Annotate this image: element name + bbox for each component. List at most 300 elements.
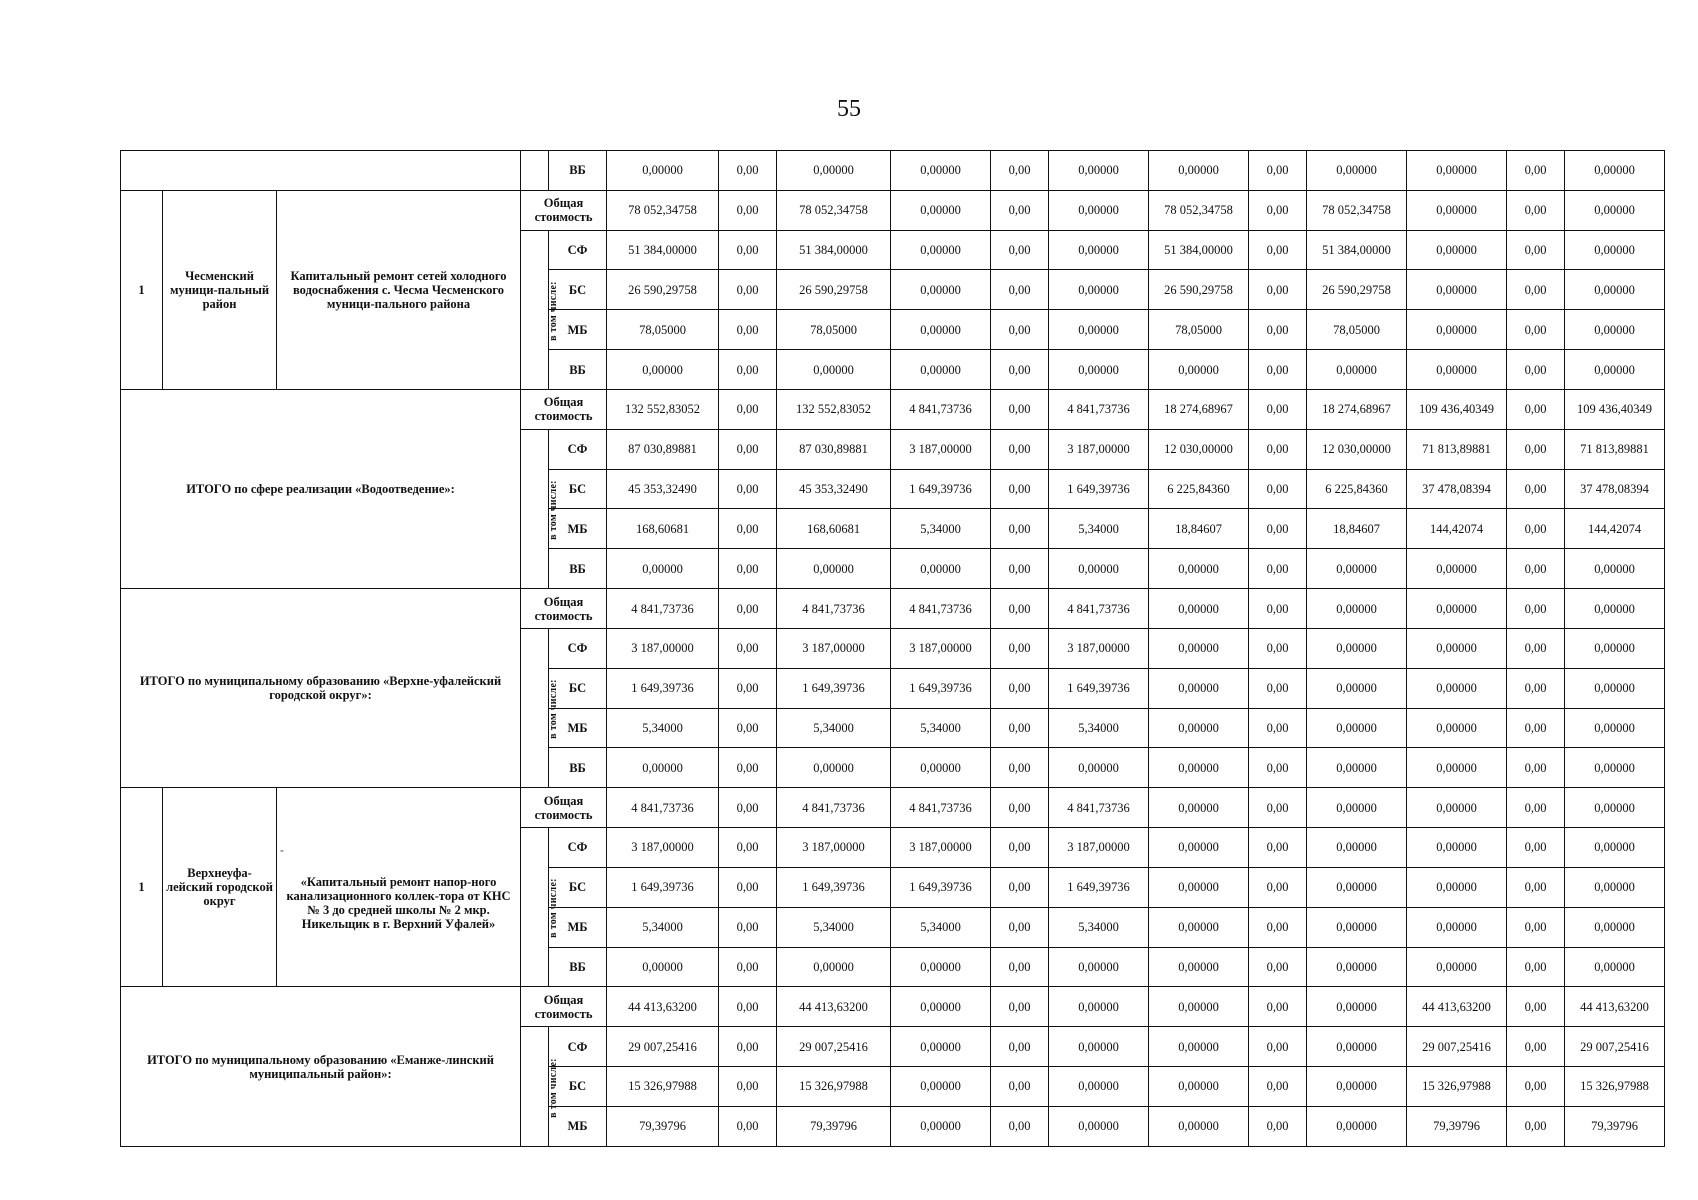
table-body: [121, 151, 1665, 1147]
value-cell: 0,00000: [1407, 947, 1507, 987]
value-cell: 0,00: [719, 429, 777, 469]
value-cell: 3 187,00000: [607, 828, 719, 868]
value-cell: 1 649,39736: [1049, 668, 1149, 708]
value-cell: 0,00: [1507, 1067, 1565, 1107]
value-cell: 1 649,39736: [891, 469, 991, 509]
value-cell: 37 478,08394: [1565, 469, 1665, 509]
value-cell: 0,00000: [891, 549, 991, 589]
value-cell: 0,00: [719, 1067, 777, 1107]
value-cell: 0,00000: [1149, 1106, 1249, 1146]
value-cell: 0,00000: [1307, 1106, 1407, 1146]
value-cell: 1 649,39736: [891, 668, 991, 708]
value-cell: 4 841,73736: [607, 788, 719, 828]
municipality-name: Верхнеуфа-лейский городской округ: [163, 788, 277, 987]
value-cell: 0,00000: [607, 748, 719, 788]
value-cell: 0,00000: [1565, 151, 1665, 191]
value-cell: 0,00000: [1149, 907, 1249, 947]
value-cell: 0,00: [719, 668, 777, 708]
value-cell: 0,00: [1249, 469, 1307, 509]
value-cell: 0,00: [719, 828, 777, 868]
source-code: БС: [549, 1067, 607, 1107]
value-cell: 0,00000: [1565, 668, 1665, 708]
value-cell: 0,00: [1507, 1027, 1565, 1067]
value-cell: 0,00: [991, 230, 1049, 270]
value-cell: 0,00000: [1307, 350, 1407, 390]
value-cell: 0,00000: [1565, 589, 1665, 629]
value-cell: 0,00: [1249, 151, 1307, 191]
table-row: [121, 788, 1665, 828]
value-cell: 0,00000: [1307, 907, 1407, 947]
value-cell: 0,00000: [1049, 987, 1149, 1027]
value-cell: 0,00: [991, 509, 1049, 549]
value-cell: 5,34000: [891, 907, 991, 947]
source-code: МБ: [549, 907, 607, 947]
value-cell: 0,00: [991, 589, 1049, 629]
source-code: ВБ: [549, 350, 607, 390]
value-cell: 0,00000: [1049, 230, 1149, 270]
value-cell: 0,00000: [1407, 828, 1507, 868]
value-cell: 132 552,83052: [607, 389, 719, 429]
value-cell: 0,00000: [1407, 907, 1507, 947]
total-cost-label: Общая стоимость: [521, 589, 607, 629]
value-cell: 0,00: [1249, 668, 1307, 708]
value-cell: 78 052,34758: [777, 190, 891, 230]
source-code: МБ: [549, 708, 607, 748]
value-cell: 0,00000: [1565, 828, 1665, 868]
value-cell: 0,00: [1507, 628, 1565, 668]
value-cell: 44 413,63200: [1407, 987, 1507, 1027]
value-cell: 0,00000: [1049, 1027, 1149, 1067]
value-cell: 0,00: [991, 1106, 1049, 1146]
value-cell: 0,00: [1249, 549, 1307, 589]
value-cell: 78,05000: [1149, 310, 1249, 350]
value-cell: 0,00: [1249, 947, 1307, 987]
value-cell: 6 225,84360: [1307, 469, 1407, 509]
value-cell: 0,00: [1249, 987, 1307, 1027]
total-cost-label: Общая стоимость: [521, 788, 607, 828]
value-cell: 0,00000: [777, 350, 891, 390]
value-cell: 0,00000: [1307, 828, 1407, 868]
value-cell: 0,00000: [777, 549, 891, 589]
including-label: в том числе:: [547, 480, 559, 540]
value-cell: 0,00: [991, 270, 1049, 310]
value-cell: 0,00: [1507, 151, 1565, 191]
value-cell: 0,00000: [1149, 628, 1249, 668]
value-cell: 4 841,73736: [777, 589, 891, 629]
value-cell: 0,00000: [1407, 310, 1507, 350]
total-cost-label: Общая стоимость: [521, 389, 607, 429]
value-cell: 0,00000: [1565, 907, 1665, 947]
value-cell: 0,00000: [1407, 350, 1507, 390]
value-cell: 0,00000: [1307, 788, 1407, 828]
including-label-cell: [521, 828, 559, 987]
value-cell: 0,00: [1507, 1106, 1565, 1146]
value-cell: 0,00000: [891, 1027, 991, 1067]
value-cell: 15 326,97988: [1565, 1067, 1665, 1107]
row-number: 1: [121, 190, 163, 389]
value-cell: 5,34000: [1049, 708, 1149, 748]
value-cell: 0,00000: [891, 947, 991, 987]
value-cell: 44 413,63200: [1565, 987, 1665, 1027]
value-cell: 1 649,39736: [607, 867, 719, 907]
value-cell: 45 353,32490: [607, 469, 719, 509]
value-cell: 0,00: [991, 628, 1049, 668]
source-code: МБ: [549, 1106, 607, 1146]
carryover-blank-cell: [121, 151, 521, 191]
value-cell: 0,00000: [1149, 668, 1249, 708]
including-label: в том числе:: [547, 878, 559, 939]
value-cell: 0,00000: [1149, 549, 1249, 589]
value-cell: 0,00: [719, 190, 777, 230]
value-cell: 0,00: [719, 867, 777, 907]
value-cell: 78 052,34758: [1149, 190, 1249, 230]
value-cell: 26 590,29758: [607, 270, 719, 310]
value-cell: 0,00: [1249, 907, 1307, 947]
value-cell: 0,00: [1249, 788, 1307, 828]
value-cell: 0,00: [991, 947, 1049, 987]
value-cell: 0,00: [1249, 230, 1307, 270]
value-cell: 4 841,73736: [1049, 589, 1149, 629]
value-cell: 29 007,25416: [1565, 1027, 1665, 1067]
value-cell: 4 841,73736: [891, 589, 991, 629]
stray-mark: -: [280, 843, 284, 858]
value-cell: 0,00000: [1407, 230, 1507, 270]
value-cell: 0,00: [991, 151, 1049, 191]
table-row: [121, 987, 1665, 1027]
value-cell: 0,00: [1249, 867, 1307, 907]
value-cell: 0,00000: [607, 549, 719, 589]
value-cell: 3 187,00000: [1049, 628, 1149, 668]
value-cell: 0,00: [1507, 270, 1565, 310]
source-code: БС: [549, 668, 607, 708]
value-cell: 0,00: [991, 708, 1049, 748]
row-number: 1: [121, 788, 163, 987]
value-cell: 0,00000: [891, 1106, 991, 1146]
value-cell: 0,00: [1507, 190, 1565, 230]
value-cell: 0,00: [991, 668, 1049, 708]
value-cell: 45 353,32490: [777, 469, 891, 509]
value-cell: 0,00000: [1307, 708, 1407, 748]
including-label-cell: [521, 628, 559, 787]
source-code: СФ: [549, 828, 607, 868]
value-cell: 0,00000: [1049, 151, 1149, 191]
value-cell: 4 841,73736: [777, 788, 891, 828]
source-code: ВБ: [549, 549, 607, 589]
value-cell: 0,00000: [1149, 947, 1249, 987]
value-cell: 0,00000: [1565, 867, 1665, 907]
value-cell: 29 007,25416: [607, 1027, 719, 1067]
project-title: «Капитальный ремонт напор-ного канализационного коллек-тора от КНС № 3 до средней школы № 2 мкр. Никельщик в г. Верхний Уфалей»: [286, 875, 511, 932]
value-cell: 0,00: [719, 708, 777, 748]
including-label: в том числе:: [547, 679, 559, 739]
value-cell: 0,00: [1249, 310, 1307, 350]
value-cell: 18 274,68967: [1149, 389, 1249, 429]
value-cell: 5,34000: [607, 907, 719, 947]
value-cell: 0,00000: [891, 987, 991, 1027]
value-cell: 44 413,63200: [607, 987, 719, 1027]
value-cell: 3 187,00000: [777, 628, 891, 668]
value-cell: 3 187,00000: [1049, 429, 1149, 469]
municipality-name: Чесменский муници-пальный район: [163, 190, 277, 389]
value-cell: 0,00000: [1407, 788, 1507, 828]
value-cell: 0,00000: [891, 190, 991, 230]
value-cell: 4 841,73736: [607, 589, 719, 629]
value-cell: 0,00: [1249, 350, 1307, 390]
value-cell: 0,00000: [1407, 549, 1507, 589]
value-cell: 71 813,89881: [1407, 429, 1507, 469]
value-cell: 0,00: [991, 828, 1049, 868]
value-cell: 0,00: [1249, 748, 1307, 788]
value-cell: 0,00: [991, 469, 1049, 509]
value-cell: 5,34000: [777, 907, 891, 947]
value-cell: 0,00000: [1407, 628, 1507, 668]
total-title: ИТОГО по муниципальному образованию «Еманже-линский муниципальный район»:: [121, 987, 521, 1147]
value-cell: 1 649,39736: [777, 867, 891, 907]
source-code: ВБ: [549, 748, 607, 788]
value-cell: 1 649,39736: [1049, 469, 1149, 509]
value-cell: 0,00000: [1049, 310, 1149, 350]
project-name: [277, 788, 521, 987]
value-cell: 51 384,00000: [607, 230, 719, 270]
value-cell: 44 413,63200: [777, 987, 891, 1027]
value-cell: 79,39796: [1565, 1106, 1665, 1146]
value-cell: 79,39796: [607, 1106, 719, 1146]
value-cell: 0,00000: [1149, 708, 1249, 748]
value-cell: 0,00: [719, 947, 777, 987]
value-cell: 0,00000: [1307, 628, 1407, 668]
value-cell: 0,00: [719, 350, 777, 390]
value-cell: 0,00: [1507, 907, 1565, 947]
value-cell: 0,00: [1507, 748, 1565, 788]
value-cell: 0,00: [1249, 1067, 1307, 1107]
value-cell: 0,00000: [1407, 270, 1507, 310]
value-cell: 5,34000: [1049, 509, 1149, 549]
value-cell: 3 187,00000: [891, 429, 991, 469]
value-cell: 0,00: [1507, 469, 1565, 509]
value-cell: 51 384,00000: [1307, 230, 1407, 270]
value-cell: 0,00: [991, 310, 1049, 350]
value-cell: 0,00: [1507, 828, 1565, 868]
value-cell: 0,00: [991, 549, 1049, 589]
value-cell: 78 052,34758: [1307, 190, 1407, 230]
value-cell: 12 030,00000: [1307, 429, 1407, 469]
value-cell: 0,00: [1249, 589, 1307, 629]
total-cost-label: Общая стоимость: [521, 190, 607, 230]
value-cell: 3 187,00000: [891, 628, 991, 668]
value-cell: 0,00000: [1307, 549, 1407, 589]
value-cell: 0,00: [1507, 708, 1565, 748]
value-cell: 0,00000: [1565, 708, 1665, 748]
value-cell: 0,00000: [607, 151, 719, 191]
value-cell: 0,00000: [1407, 748, 1507, 788]
value-cell: 0,00000: [1149, 151, 1249, 191]
value-cell: 5,34000: [1049, 907, 1149, 947]
value-cell: 0,00000: [607, 947, 719, 987]
value-cell: 0,00000: [777, 947, 891, 987]
value-cell: 87 030,89881: [607, 429, 719, 469]
value-cell: 0,00000: [1407, 867, 1507, 907]
value-cell: 0,00: [1249, 389, 1307, 429]
value-cell: 0,00: [719, 589, 777, 629]
value-cell: 78,05000: [777, 310, 891, 350]
value-cell: 0,00: [991, 987, 1049, 1027]
value-cell: 0,00: [991, 788, 1049, 828]
value-cell: 0,00000: [1407, 190, 1507, 230]
value-cell: 0,00: [1507, 310, 1565, 350]
value-cell: 0,00: [991, 389, 1049, 429]
value-cell: 0,00000: [607, 350, 719, 390]
value-cell: 0,00000: [891, 270, 991, 310]
value-cell: 0,00: [1507, 788, 1565, 828]
value-cell: 0,00000: [1307, 151, 1407, 191]
value-cell: 0,00000: [1307, 589, 1407, 629]
value-cell: 0,00: [719, 907, 777, 947]
value-cell: 0,00: [719, 469, 777, 509]
value-cell: 0,00: [719, 1027, 777, 1067]
value-cell: 0,00000: [1565, 549, 1665, 589]
value-cell: 0,00000: [1049, 1106, 1149, 1146]
value-cell: 0,00000: [1049, 1067, 1149, 1107]
value-cell: 0,00: [1249, 1106, 1307, 1146]
value-cell: 29 007,25416: [1407, 1027, 1507, 1067]
value-cell: 109 436,40349: [1565, 389, 1665, 429]
value-cell: 0,00: [719, 1106, 777, 1146]
value-cell: 1 649,39736: [891, 867, 991, 907]
source-code: МБ: [549, 310, 607, 350]
value-cell: 0,00000: [1565, 350, 1665, 390]
value-cell: 78 052,34758: [607, 190, 719, 230]
value-cell: 0,00: [1507, 987, 1565, 1027]
value-cell: 0,00: [719, 748, 777, 788]
value-cell: 0,00000: [1407, 151, 1507, 191]
value-cell: 3 187,00000: [1049, 828, 1149, 868]
value-cell: 0,00000: [1407, 589, 1507, 629]
value-cell: 109 436,40349: [1407, 389, 1507, 429]
value-cell: 0,00: [1249, 429, 1307, 469]
value-cell: 1 649,39736: [1049, 867, 1149, 907]
source-code: ВБ: [549, 947, 607, 987]
carryover-vertical-cell: [521, 151, 549, 191]
value-cell: 0,00000: [891, 748, 991, 788]
value-cell: 4 841,73736: [891, 389, 991, 429]
value-cell: 5,34000: [607, 708, 719, 748]
value-cell: 0,00: [1507, 350, 1565, 390]
value-cell: 0,00: [991, 429, 1049, 469]
value-cell: 18,84607: [1149, 509, 1249, 549]
value-cell: 5,34000: [777, 708, 891, 748]
value-cell: 0,00: [719, 230, 777, 270]
value-cell: 0,00: [719, 549, 777, 589]
total-cost-label: Общая стоимость: [521, 987, 607, 1027]
value-cell: 71 813,89881: [1565, 429, 1665, 469]
project-name: [277, 190, 521, 389]
value-cell: 0,00000: [1407, 708, 1507, 748]
value-cell: 79,39796: [777, 1106, 891, 1146]
project-title: Капитальный ремонт сетей холодного водоснабжения с. Чесма Чесменского муници-пального района: [290, 268, 507, 311]
source-code: СФ: [549, 429, 607, 469]
source-code: БС: [549, 867, 607, 907]
value-cell: 15 326,97988: [607, 1067, 719, 1107]
value-cell: 0,00000: [1307, 748, 1407, 788]
value-cell: 12 030,00000: [1149, 429, 1249, 469]
value-cell: 0,00000: [1565, 310, 1665, 350]
value-cell: 15 326,97988: [777, 1067, 891, 1107]
value-cell: 0,00000: [1049, 270, 1149, 310]
including-label-cell: [521, 1027, 559, 1147]
value-cell: 0,00: [1507, 589, 1565, 629]
value-cell: 0,00: [1507, 867, 1565, 907]
value-cell: 0,00000: [1565, 628, 1665, 668]
source-code: СФ: [549, 628, 607, 668]
value-cell: 0,00000: [1149, 828, 1249, 868]
value-cell: 0,00000: [1307, 867, 1407, 907]
value-cell: 26 590,29758: [777, 270, 891, 310]
value-cell: 0,00000: [1307, 1067, 1407, 1107]
value-cell: 0,00000: [1049, 549, 1149, 589]
value-cell: 0,00: [991, 190, 1049, 230]
value-cell: 0,00: [991, 1027, 1049, 1067]
value-cell: 0,00000: [1407, 668, 1507, 708]
value-cell: 0,00: [719, 389, 777, 429]
value-cell: 0,00: [991, 907, 1049, 947]
value-cell: 0,00: [719, 509, 777, 549]
value-cell: 4 841,73736: [891, 788, 991, 828]
value-cell: 0,00000: [1565, 947, 1665, 987]
value-cell: 0,00: [719, 788, 777, 828]
value-cell: 51 384,00000: [777, 230, 891, 270]
value-cell: 0,00: [1249, 509, 1307, 549]
value-cell: 0,00: [719, 151, 777, 191]
value-cell: 0,00000: [1565, 270, 1665, 310]
value-cell: 0,00000: [1565, 788, 1665, 828]
value-cell: 0,00: [1507, 947, 1565, 987]
value-cell: 0,00000: [1307, 947, 1407, 987]
including-label: в том числе:: [547, 281, 559, 341]
page-number: 55: [837, 96, 861, 122]
value-cell: 0,00000: [1149, 788, 1249, 828]
value-cell: 3 187,00000: [607, 628, 719, 668]
value-cell: 0,00000: [1149, 1027, 1249, 1067]
value-cell: 0,00000: [1307, 987, 1407, 1027]
value-cell: 0,00: [719, 270, 777, 310]
value-cell: 0,00000: [1565, 190, 1665, 230]
total-title: ИТОГО по сфере реализации «Водоотведение»:: [121, 389, 521, 588]
source-code: СФ: [549, 1027, 607, 1067]
value-cell: 0,00000: [1149, 350, 1249, 390]
value-cell: 0,00000: [1149, 748, 1249, 788]
value-cell: 0,00000: [1149, 589, 1249, 629]
value-cell: 78,05000: [1307, 310, 1407, 350]
value-cell: 0,00: [1507, 429, 1565, 469]
value-cell: 0,00: [1249, 828, 1307, 868]
budget-table: [120, 150, 1665, 1147]
value-cell: 0,00000: [1049, 350, 1149, 390]
value-cell: 4 841,73736: [1049, 389, 1149, 429]
value-cell: 0,00: [1507, 230, 1565, 270]
value-cell: 18 274,68967: [1307, 389, 1407, 429]
value-cell: 79,39796: [1407, 1106, 1507, 1146]
value-cell: 51 384,00000: [1149, 230, 1249, 270]
value-cell: 144,42074: [1565, 509, 1665, 549]
value-cell: 132 552,83052: [777, 389, 891, 429]
including-label-cell: [521, 429, 559, 588]
value-cell: 0,00: [1249, 628, 1307, 668]
value-cell: 26 590,29758: [1149, 270, 1249, 310]
value-cell: 87 030,89881: [777, 429, 891, 469]
value-cell: 0,00: [1249, 270, 1307, 310]
value-cell: 15 326,97988: [1407, 1067, 1507, 1107]
value-cell: 0,00: [991, 350, 1049, 390]
